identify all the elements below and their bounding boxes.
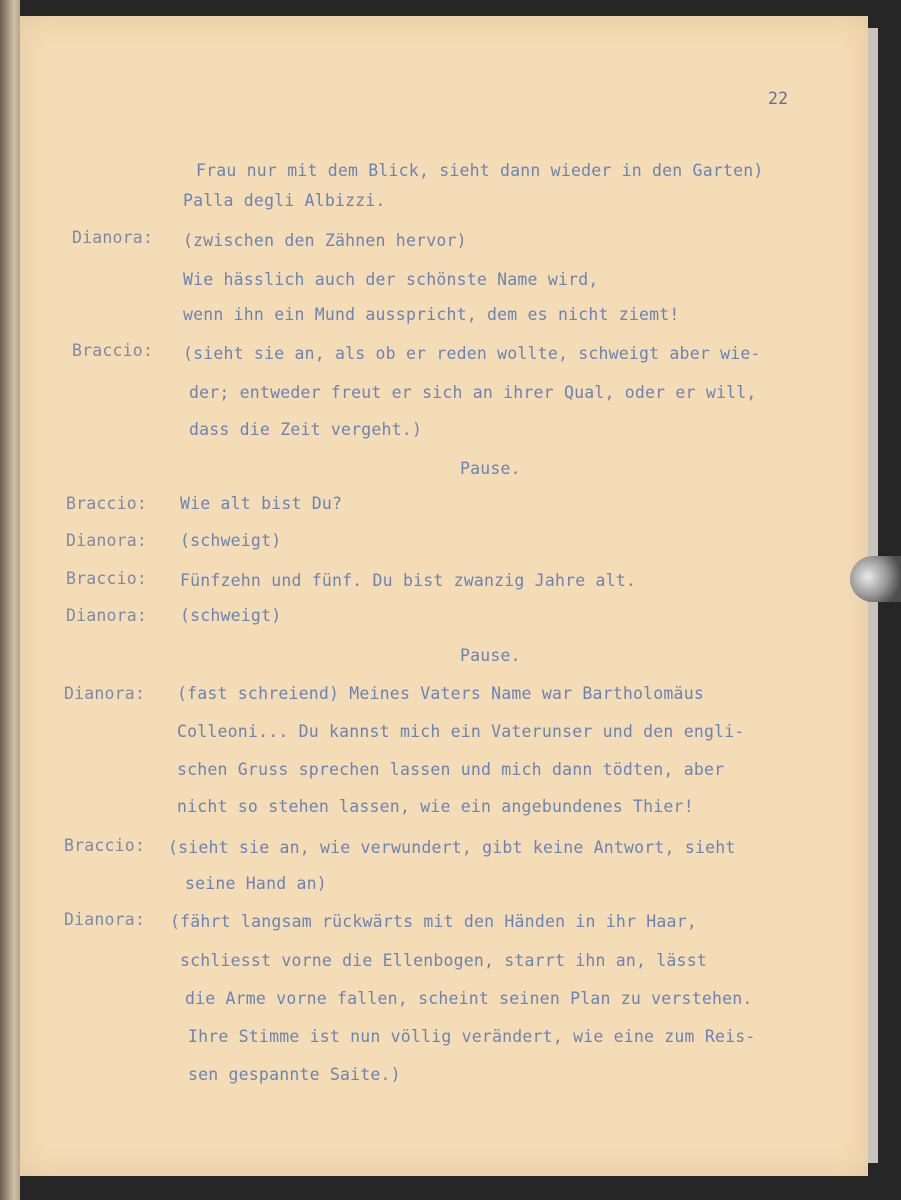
- speaker-name: Braccio:: [72, 341, 154, 360]
- left-page-edge: [0, 0, 20, 1200]
- script-line: dass die Zeit vergeht.): [189, 420, 423, 439]
- script-line: schliesst vorne die Ellenbogen, starrt ihn an, lässt: [180, 951, 707, 970]
- binder-clip-icon: [850, 556, 901, 602]
- script-line: (sieht sie an, als ob er reden wollte, schweigt aber wie-: [183, 344, 761, 363]
- script-line: der; entweder freut er sich an ihrer Qual, oder er will,: [189, 383, 757, 402]
- script-line: Wie alt bist Du?: [180, 494, 343, 513]
- script-line: (fast schreiend) Meines Vaters Name war Bartholomäus: [177, 684, 704, 703]
- speaker-name: Braccio:: [66, 569, 148, 588]
- speaker-name: Dianora:: [72, 228, 154, 247]
- script-line: Wie hässlich auch der schönste Name wird,: [183, 270, 599, 289]
- speaker-name: Dianora:: [66, 606, 148, 625]
- script-line: (fährt langsam rückwärts mit den Händen in ihr Haar,: [170, 912, 697, 931]
- speaker-name: Braccio:: [66, 494, 148, 513]
- script-line: seine Hand an): [185, 874, 327, 893]
- script-line: sen gespannte Saite.): [188, 1065, 401, 1084]
- speaker-name: Dianora:: [64, 684, 146, 703]
- script-line: wenn ihn ein Mund ausspricht, dem es nicht ziemt!: [183, 305, 680, 324]
- speaker-name: Dianora:: [66, 531, 148, 550]
- script-line: Fünfzehn und fünf. Du bist zwanzig Jahre alt.: [180, 571, 637, 590]
- script-line: schen Gruss sprechen lassen und mich dann tödten, aber: [177, 760, 725, 779]
- speaker-name: Dianora:: [64, 910, 146, 929]
- script-line: Colleoni... Du kannst mich ein Vaterunser und den engli-: [177, 722, 745, 741]
- page-number: 22: [768, 89, 789, 108]
- script-line: (schweigt): [180, 531, 282, 550]
- script-line: Palla degli Albizzi.: [183, 191, 386, 210]
- stage-direction-pause: Pause.: [460, 459, 521, 478]
- speaker-name: Braccio:: [64, 836, 146, 855]
- script-line: (zwischen den Zähnen hervor): [183, 231, 467, 250]
- script-line: die Arme vorne fallen, scheint seinen Plan zu verstehen.: [185, 989, 753, 1008]
- script-line: Ihre Stimme ist nun völlig verändert, wie eine zum Reis-: [188, 1027, 756, 1046]
- script-line: (schweigt): [180, 606, 282, 625]
- script-line: Frau nur mit dem Blick, sieht dann wieder in den Garten): [196, 161, 764, 180]
- script-line: (sieht sie an, wie verwundert, gibt keine Antwort, sieht: [168, 838, 736, 857]
- script-line: nicht so stehen lassen, wie ein angebundenes Thier!: [177, 797, 694, 816]
- stage-direction-pause: Pause.: [460, 646, 521, 665]
